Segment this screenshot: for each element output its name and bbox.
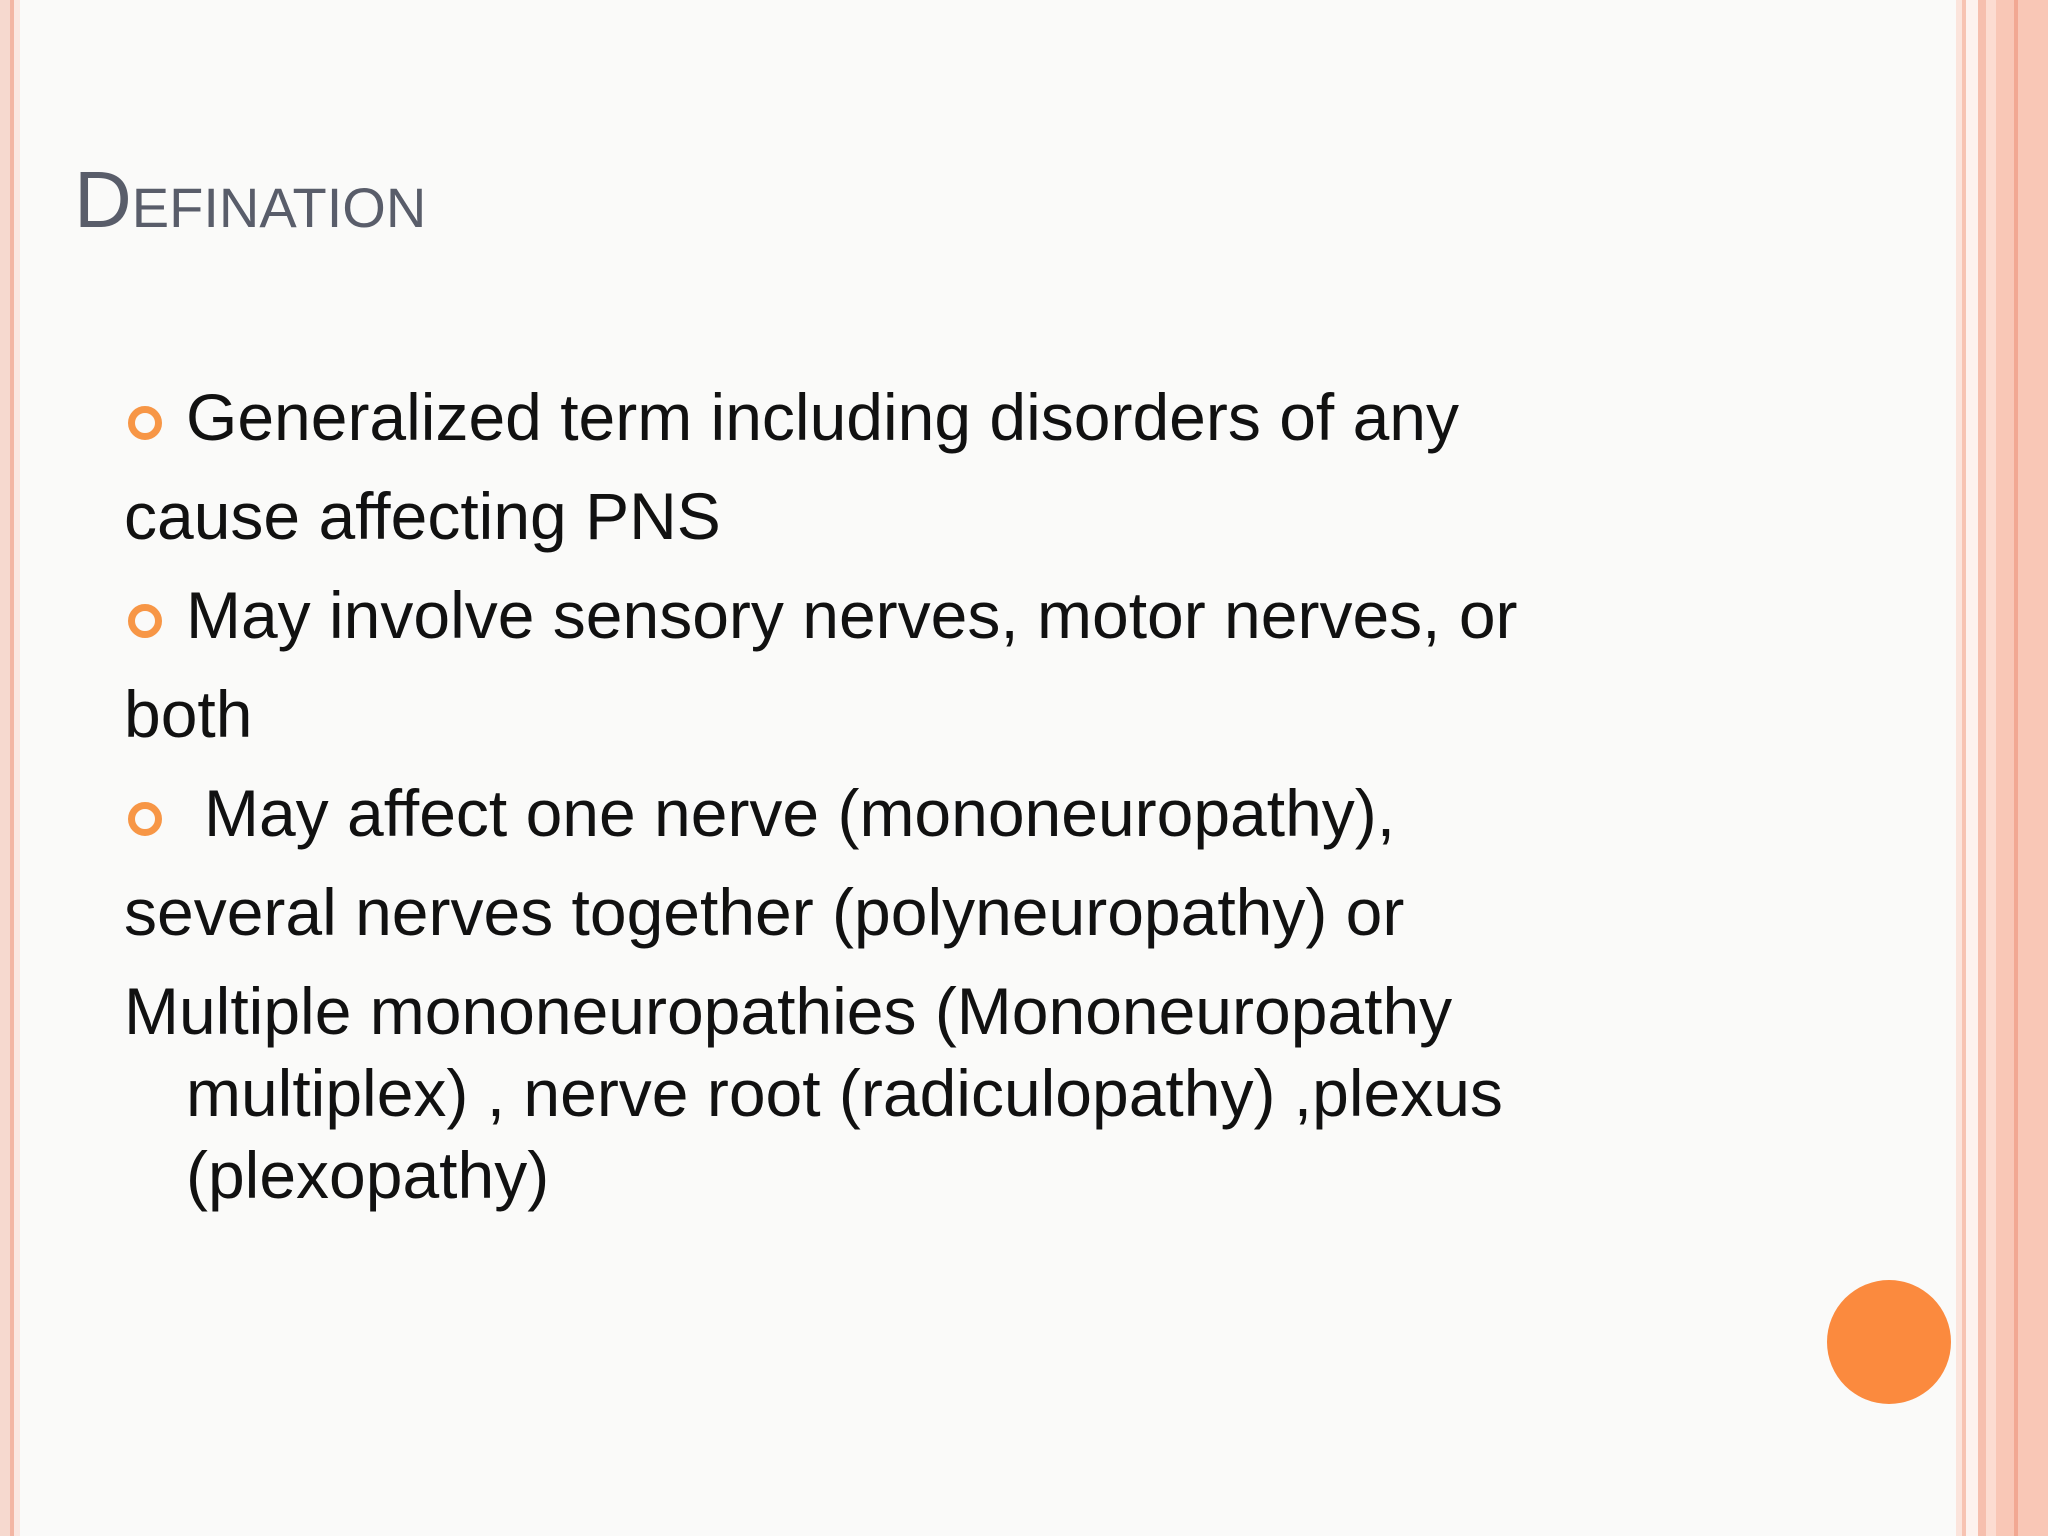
- bullet-item: [124, 566, 1624, 764]
- orange-circle-decoration: [1827, 1280, 1951, 1404]
- right-decorative-stripes: [1956, 0, 2048, 1536]
- bullet-text-continuation: both: [124, 677, 253, 751]
- bullet-text-continuation: cause affecting PNS: [124, 479, 721, 553]
- slide-title: Defination: [74, 155, 427, 244]
- slide-body: [124, 368, 1624, 1216]
- final-paragraph-line: (plexopathy): [186, 1138, 550, 1212]
- left-decorative-border: [0, 0, 20, 1536]
- bullet-text-line: May involve sensory nerves, motor nerves, or: [186, 578, 1518, 652]
- bullet-text-line: May affect one nerve (mononeuropathy),: [204, 776, 1396, 850]
- ring-bullet-icon: [128, 802, 162, 836]
- bullet-text-line: Generalized term including disorders of any: [186, 380, 1459, 454]
- final-paragraph: [124, 970, 1624, 1216]
- bullet-text-continuation: several nerves together (polyneuropathy) or: [124, 875, 1405, 949]
- final-paragraph-line: Multiple mononeuropathies (Mononeuropathy: [124, 974, 1453, 1048]
- final-paragraph-line: multiplex) , nerve root (radiculopathy) ,plexus: [186, 1056, 1503, 1130]
- ring-bullet-icon: [128, 406, 162, 440]
- bullet-item: [124, 764, 1624, 962]
- bullet-item: [124, 368, 1624, 566]
- ring-bullet-icon: [128, 604, 162, 638]
